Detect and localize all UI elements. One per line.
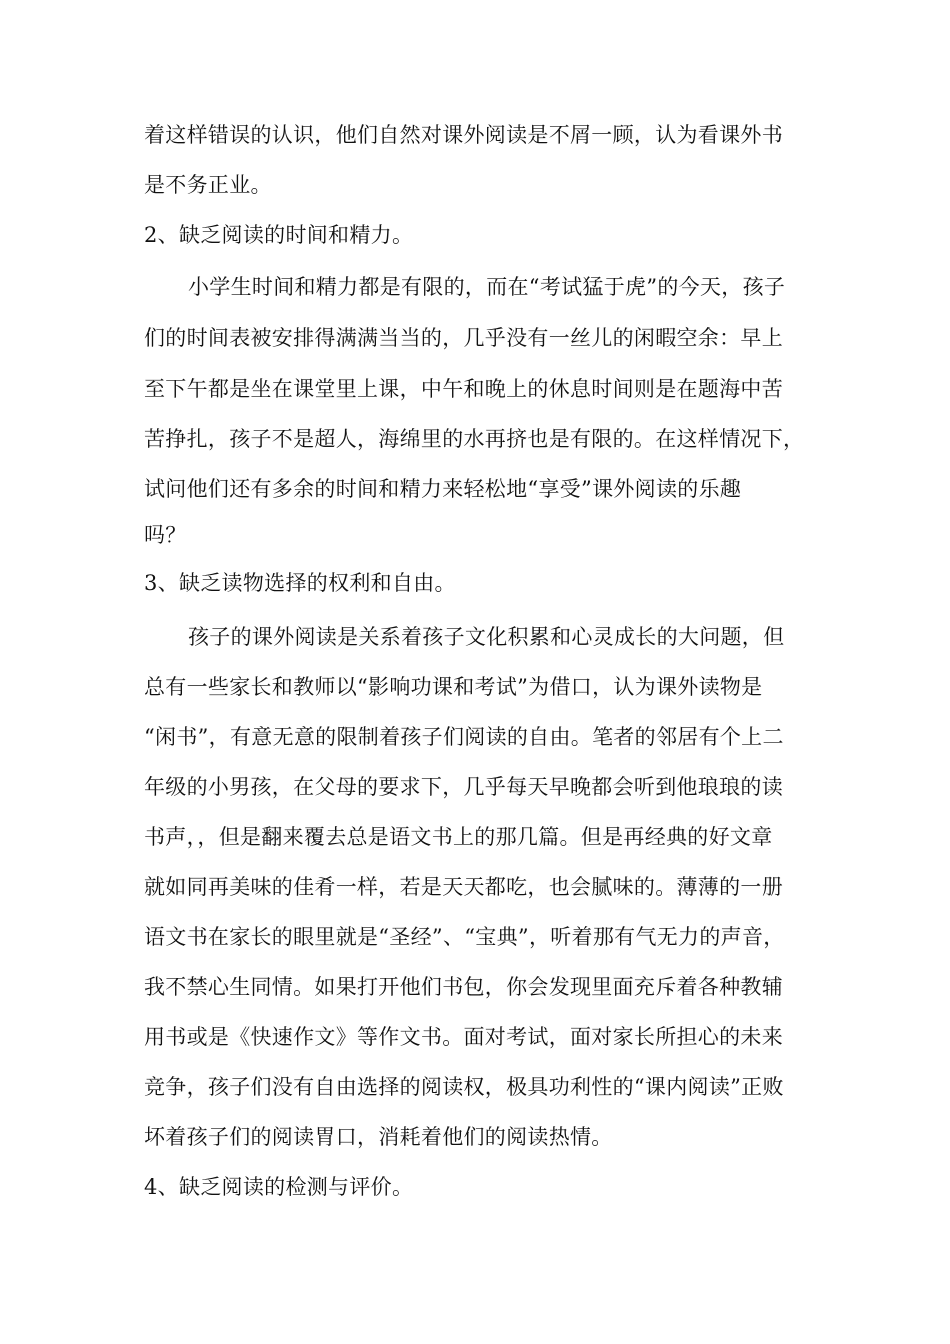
section-heading: 2、缺乏阅读的时间和精力。 xyxy=(144,223,414,247)
paragraph-line: 孩子的课外阅读是关系着孩子文化积累和心灵成长的大问题，但 xyxy=(188,625,785,649)
paragraph-line: 坏着孩子们的阅读胃口，消耗着他们的阅读热情。 xyxy=(144,1125,613,1149)
paragraph-line: 年级的小男孩，在父母的要求下，几乎每天早晚都会听到他琅琅的读 xyxy=(144,775,783,799)
paragraph-line: 用书或是《快速作文》等作文书。面对考试，面对家长所担心的未来 xyxy=(144,1025,783,1049)
paragraph-line: 我不禁心生同情。如果打开他们书包，你会发现里面充斥着各种教辅 xyxy=(144,975,783,999)
paragraph-line: 吗？ xyxy=(144,523,187,547)
section-heading: 4、缺乏阅读的检测与评价。 xyxy=(144,1175,414,1199)
paragraph-line: 是不务正业。 xyxy=(144,173,272,197)
section-heading: 3、缺乏读物选择的权利和自由。 xyxy=(144,571,456,595)
paragraph-line: 总有一些家长和教师以“影响功课和考试”为借口，认为课外读物是 xyxy=(144,675,763,699)
paragraph-line: 竞争，孩子们没有自由选择的阅读权，极具功利性的“课内阅读”正败 xyxy=(144,1075,784,1099)
paragraph-line: 小学生时间和精力都是有限的，而在“考试猛于虎”的今天，孩子 xyxy=(188,275,786,299)
paragraph-line: 试问他们还有多余的时间和精力来轻松地“享受”课外阅读的乐趣 xyxy=(144,477,742,501)
paragraph-line: 至下午都是坐在课堂里上课，中午和晚上的休息时间则是在题海中苦 xyxy=(144,377,783,401)
paragraph-line: 们的时间表被安排得满满当当的，几乎没有一丝儿的闲暇空余：早上 xyxy=(144,326,783,350)
paragraph-line: “闲书”，有意无意的限制着孩子们阅读的自由。笔者的邻居有个上二 xyxy=(144,725,784,749)
paragraph-line: 书声，，但是翻来覆去总是语文书上的那几篇。但是再经典的好文章 xyxy=(144,825,773,849)
paragraph-line: 语文书在家长的眼里就是“圣经”、“宝典”，听着那有气无力的声音， xyxy=(144,925,785,949)
paragraph-line: 着这样错误的认识，他们自然对课外阅读是不屑一顾，认为看课外书 xyxy=(144,123,783,147)
paragraph-line: 苦挣扎，孩子不是超人，海绵里的水再挤也是有限的。在这样情况下， xyxy=(144,427,805,451)
paragraph-line: 就如同再美味的佳肴一样，若是天天都吃，也会腻味的。薄薄的一册 xyxy=(144,875,783,899)
